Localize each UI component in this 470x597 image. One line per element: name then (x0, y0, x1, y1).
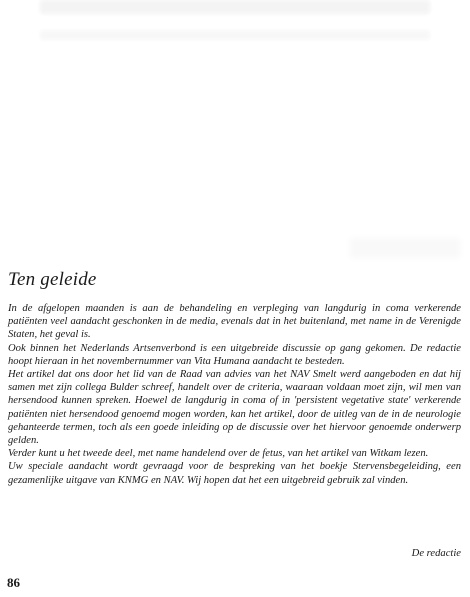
page-number: 86 (7, 575, 20, 590)
paragraph: Het artikel dat ons door het lid van de Raad van advies van het NAV Smelt werd aangeboden en dat hij samen met zijn collega Bulder schreef, handelt over de criteria, waaraan voldaan moet zijn, wil men van hersendood kunnen spreken. Hoewel de langdurig in coma of in 'persistent vegetative state' verkerende patiënten niet hersendood genoemd mogen worden, kan het artikel, door de uitleg van de in de neurologie gehanteerde termen, toch als een goede inleiding op de discussie over het hiervoor genoemde onderwerp gelden. (8, 369, 461, 447)
paragraph: Uw speciale aandacht wordt gevraagd voor de bespreking van het boekje Stervensbegeleiding, een gezamenlijke uitgave van KNMG en NAV. Wij hopen dat het een uitgebreid gebruik zal vinden. (8, 461, 461, 486)
page-title: Ten geleide (8, 269, 97, 290)
signature: De redactie (411, 548, 461, 559)
paragraph: Ook binnen het Nederlands Artsenverbond is een uitgebreide discussie op gang gekomen. De redactie hoopt hieraan in het novembernummer van Vita Humana aandacht te besteden. (8, 342, 461, 367)
paragraph: Verder kunt u het tweede deel, met name handelend over de fetus, van het artikel van Witkam lezen. (8, 448, 429, 460)
show-through-text (40, 0, 430, 48)
paragraph: In de afgelopen maanden is aan de behandeling en verpleging van langdurig in coma verkerende patiënten veel aandacht geschonken in de media, evenals dat in het buitenland, met name in de Verenigde Staten, het geval is. (8, 303, 461, 341)
article-body (8, 302, 461, 487)
show-through-smudge (350, 238, 460, 258)
